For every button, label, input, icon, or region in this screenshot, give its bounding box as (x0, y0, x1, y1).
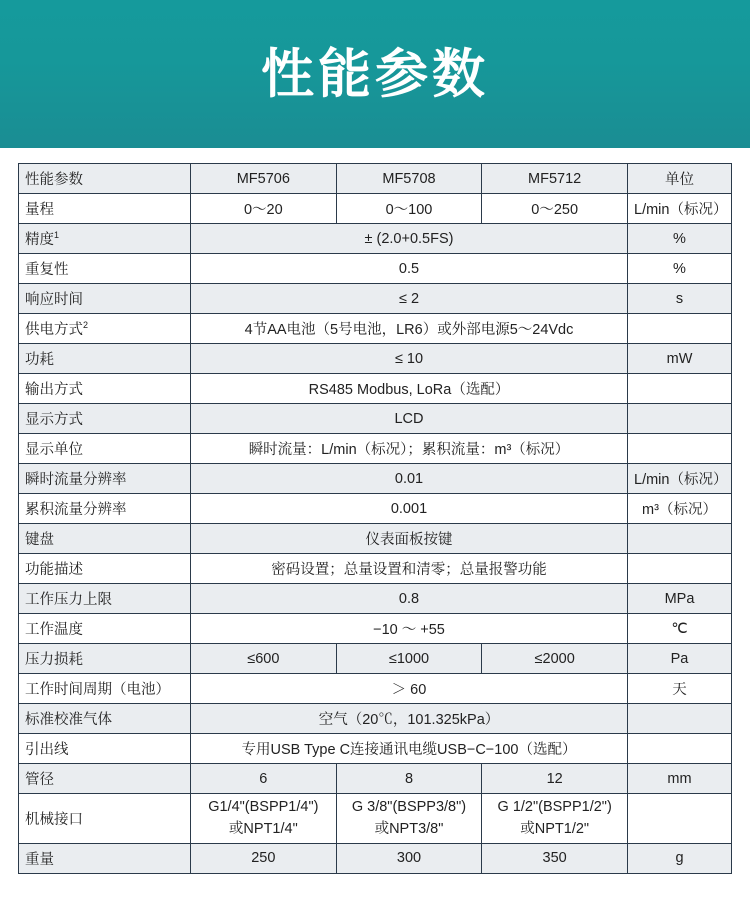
row-unit: L/min（标况） (628, 464, 732, 494)
row-unit (628, 314, 732, 344)
row-label: 功耗 (19, 344, 191, 374)
row-label: 输出方式 (19, 374, 191, 404)
table-row (19, 404, 732, 434)
row-unit (628, 734, 732, 764)
row-unit: mm (628, 764, 732, 794)
row-value-mf5712: 0～250 (482, 194, 628, 224)
table-row (19, 524, 732, 554)
row-value-line2: 或NPT3/8" (374, 821, 444, 838)
spec-table-body (19, 164, 732, 874)
row-value-merged: LCD (191, 404, 628, 434)
row-label: 管径 (19, 764, 191, 794)
row-label: 累积流量分辨率 (19, 494, 191, 524)
table-row (19, 254, 732, 284)
row-label: 量程 (19, 194, 191, 224)
table-row (19, 764, 732, 794)
row-value-merged: ≤ 2 (191, 284, 628, 314)
row-unit: mW (628, 344, 732, 374)
row-label-footnote: 1 (54, 230, 60, 241)
row-unit: % (628, 254, 732, 284)
row-value-merged: 仪表面板按键 (191, 524, 628, 554)
row-label: 工作温度 (19, 614, 191, 644)
row-unit: MPa (628, 584, 732, 614)
table-row (19, 614, 732, 644)
table-row (19, 224, 732, 254)
table-row (19, 464, 732, 494)
table-row (19, 374, 732, 404)
row-unit: 天 (628, 674, 732, 704)
table-row (19, 674, 732, 704)
table-row (19, 734, 732, 764)
row-value-merged: 空气（20℃，101.325kPa） (191, 704, 628, 734)
row-value-mf5708: 0～100 (336, 194, 482, 224)
row-unit: ℃ (628, 614, 732, 644)
row-value-merged: 0.8 (191, 584, 628, 614)
row-value-merged: ＞ 60 (191, 674, 628, 704)
row-label: 压力损耗 (19, 644, 191, 674)
spec-table-wrapper (0, 148, 750, 874)
row-value-mf5708: 8 (336, 764, 482, 794)
table-row (19, 344, 732, 374)
header-cell-mf5708: MF5708 (336, 164, 482, 194)
row-value-mf5708 (336, 794, 482, 844)
row-value-mf5706: ≤600 (191, 644, 337, 674)
row-value-merged: −10 ～ +55 (191, 614, 628, 644)
row-label: 键盘 (19, 524, 191, 554)
page-title: 性能参数 (261, 44, 489, 104)
row-label: 工作时间周期（电池） (19, 674, 191, 704)
row-value-merged: 专用USB Type C连接通讯电缆USB−C−100（选配） (191, 734, 628, 764)
row-value-mf5706: 250 (191, 843, 337, 873)
row-value-mf5708: 300 (336, 843, 482, 873)
table-row (19, 494, 732, 524)
row-value-merged: ≤ 10 (191, 344, 628, 374)
table-row (19, 843, 732, 873)
table-header-row (19, 164, 732, 194)
table-row (19, 704, 732, 734)
row-unit (628, 794, 732, 844)
row-value-mf5706: 0～20 (191, 194, 337, 224)
row-value-line2: 或NPT1/4" (228, 821, 298, 838)
row-label: 显示方式 (19, 404, 191, 434)
row-label-text: 精度 (25, 232, 54, 248)
row-value-mf5708: ≤1000 (336, 644, 482, 674)
header-cell-mf5712: MF5712 (482, 164, 628, 194)
row-label-footnote: 2 (83, 320, 89, 331)
row-value-merged: 0.001 (191, 494, 628, 524)
row-label: 功能描述 (19, 554, 191, 584)
row-value-line1: G1/4"(BSPP1/4") (208, 799, 319, 815)
table-row (19, 584, 732, 614)
row-label-text: 供电方式 (25, 322, 83, 338)
row-value-mf5712: ≤2000 (482, 644, 628, 674)
row-label: 重复性 (19, 254, 191, 284)
header-cell-param: 性能参数 (19, 164, 191, 194)
row-value-merged: 密码设置；总量设置和清零；总量报警功能 (191, 554, 628, 584)
page-banner (0, 0, 750, 148)
row-value-mf5712: 350 (482, 843, 628, 873)
row-label: 机械接口 (19, 794, 191, 844)
row-unit (628, 704, 732, 734)
row-value-merged: 0.01 (191, 464, 628, 494)
row-label (19, 314, 191, 344)
row-unit: Pa (628, 644, 732, 674)
row-label: 工作压力上限 (19, 584, 191, 614)
row-value-mf5706: 6 (191, 764, 337, 794)
row-value-line2: 或NPT1/2" (520, 821, 590, 838)
row-label: 标准校准气体 (19, 704, 191, 734)
row-value-mf5712 (482, 794, 628, 844)
row-unit (628, 434, 732, 464)
table-row (19, 794, 732, 844)
row-label: 瞬时流量分辨率 (19, 464, 191, 494)
table-row (19, 644, 732, 674)
table-row (19, 314, 732, 344)
row-value-line1: G 1/2"(BSPP1/2") (497, 799, 612, 815)
row-unit: m³（标况） (628, 494, 732, 524)
row-label: 显示单位 (19, 434, 191, 464)
row-value-merged: ± (2.0+0.5FS) (191, 224, 628, 254)
row-label: 响应时间 (19, 284, 191, 314)
row-unit (628, 524, 732, 554)
row-unit: g (628, 843, 732, 873)
row-label: 重量 (19, 843, 191, 873)
row-label: 引出线 (19, 734, 191, 764)
row-unit (628, 404, 732, 434)
row-value-merged: RS485 Modbus, LoRa（选配） (191, 374, 628, 404)
row-value-line1: G 3/8"(BSPP3/8") (351, 799, 467, 815)
row-unit: s (628, 284, 732, 314)
row-value-mf5712: 12 (482, 764, 628, 794)
table-row (19, 554, 732, 584)
header-cell-unit: 单位 (628, 164, 732, 194)
table-row (19, 284, 732, 314)
row-value-merged: 0.5 (191, 254, 628, 284)
row-unit (628, 554, 732, 584)
spec-table (18, 163, 732, 874)
row-value-merged: 4节AA电池（5号电池，LR6）或外部电源5～24Vdc (191, 314, 628, 344)
row-unit (628, 374, 732, 404)
row-unit: % (628, 224, 732, 254)
table-row (19, 194, 732, 224)
row-value-merged: 瞬时流量：L/min（标况）；累积流量：m³（标况） (191, 434, 628, 464)
row-value-mf5706 (191, 794, 337, 844)
row-label (19, 224, 191, 254)
row-unit: L/min（标况） (628, 194, 732, 224)
header-cell-mf5706: MF5706 (191, 164, 337, 194)
table-row (19, 434, 732, 464)
